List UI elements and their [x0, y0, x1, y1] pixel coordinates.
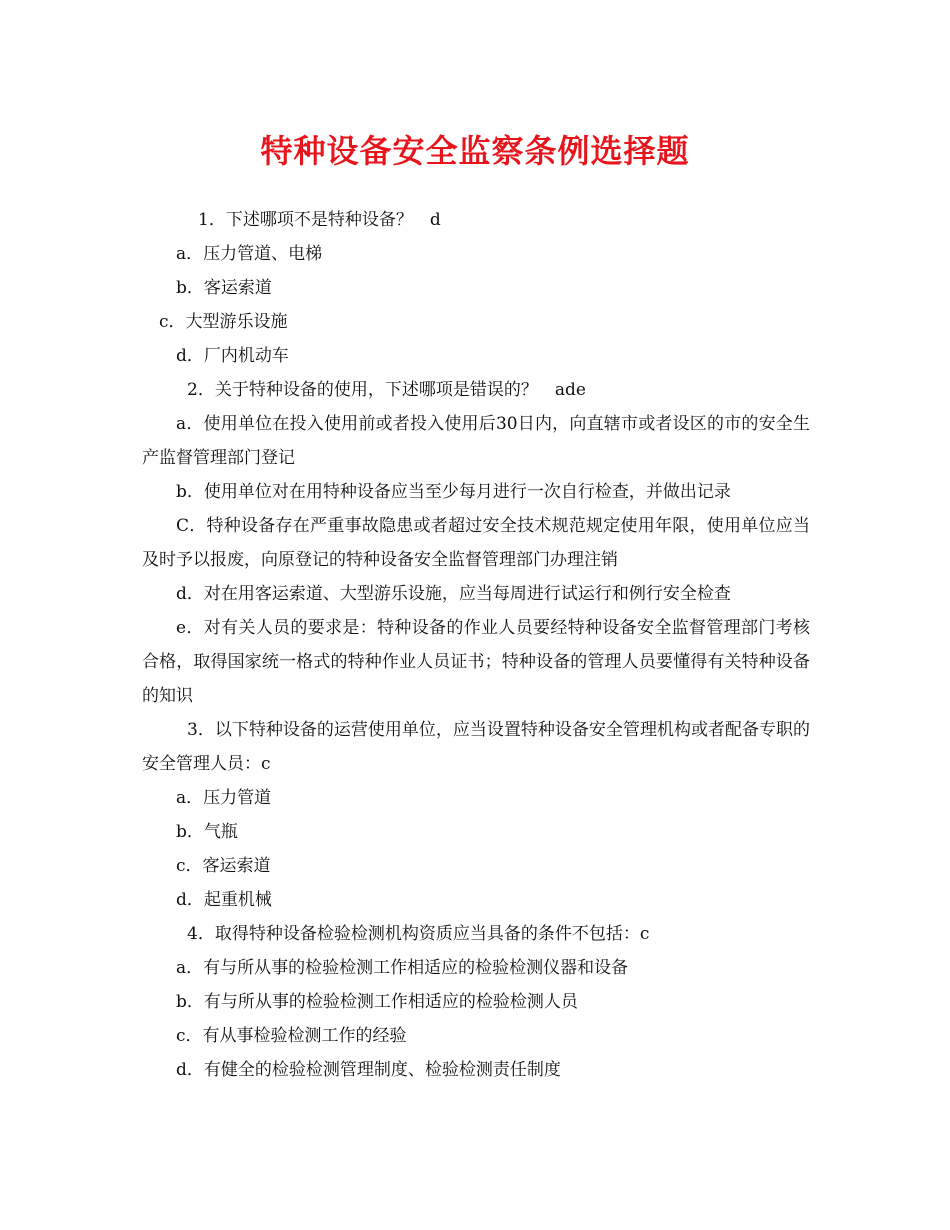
question-4-option-c: c．有从事检验检测工作的经验	[176, 1026, 407, 1046]
question-3-option-c: c．客运索道	[176, 856, 271, 876]
question-2-option-e: e．对有关人员的要求是：特种设备的作业人员要经特种设备安全监督管理部门考核合格，取得国家统一格式的特种作业人员证书；特种设备的管理人员要懂得有关特种设备的知识	[142, 618, 810, 706]
question-3-option-a: a．压力管道	[176, 788, 272, 808]
question-4	[0, 917, 950, 1087]
question-1-option-d: d．厂内机动车	[176, 346, 289, 366]
question-3-option-d: d．起重机械	[176, 890, 272, 910]
question-1	[0, 203, 950, 373]
question-2-option-b: b．使用单位对在用特种设备应当至少每月进行一次自行检查，并做出记录	[176, 482, 731, 502]
question-1-option-a: a．压力管道、电梯	[176, 244, 323, 264]
question-3	[0, 713, 950, 917]
document-body	[0, 203, 950, 1087]
question-3-option-b: b．气瓶	[176, 822, 238, 842]
question-2	[0, 373, 950, 713]
question-4-text: 4．取得特种设备检验检测机构资质应当具备的条件不包括：c	[187, 924, 650, 944]
question-1-text: 1．下述哪项不是特种设备？ d	[198, 210, 441, 230]
document-title: 特种设备安全监察条例选择题	[260, 132, 690, 170]
question-2-text: 2．关于特种设备的使用，下述哪项是错误的？ ade	[187, 380, 586, 400]
question-2-option-d: d．对在用客运索道、大型游乐设施，应当每周进行试运行和例行安全检查	[176, 584, 731, 604]
question-4-option-b: b．有与所从事的检验检测工作相适应的检验检测人员	[176, 992, 578, 1012]
question-4-option-a: a．有与所从事的检验检测工作相适应的检验检测仪器和设备	[176, 958, 629, 978]
question-2-option-a: a．使用单位在投入使用前或者投入使用后30日内，向直辖市或者设区的市的安全生产监督管理部门登记	[142, 414, 810, 468]
question-1-option-b: b．客运索道	[176, 278, 272, 298]
question-2-option-c: C．特种设备存在严重事故隐患或者超过安全技术规范规定使用年限，使用单位应当及时予以报废，向原登记的特种设备安全监督管理部门办理注销	[142, 516, 810, 570]
question-4-option-d: d．有健全的检验检测管理制度、检验检测责任制度	[176, 1060, 561, 1080]
question-3-text: 3．以下特种设备的运营使用单位，应当设置特种设备安全管理机构或者配备专职的安全管理人员：c	[142, 720, 810, 774]
question-1-option-c: c．大型游乐设施	[159, 312, 288, 332]
